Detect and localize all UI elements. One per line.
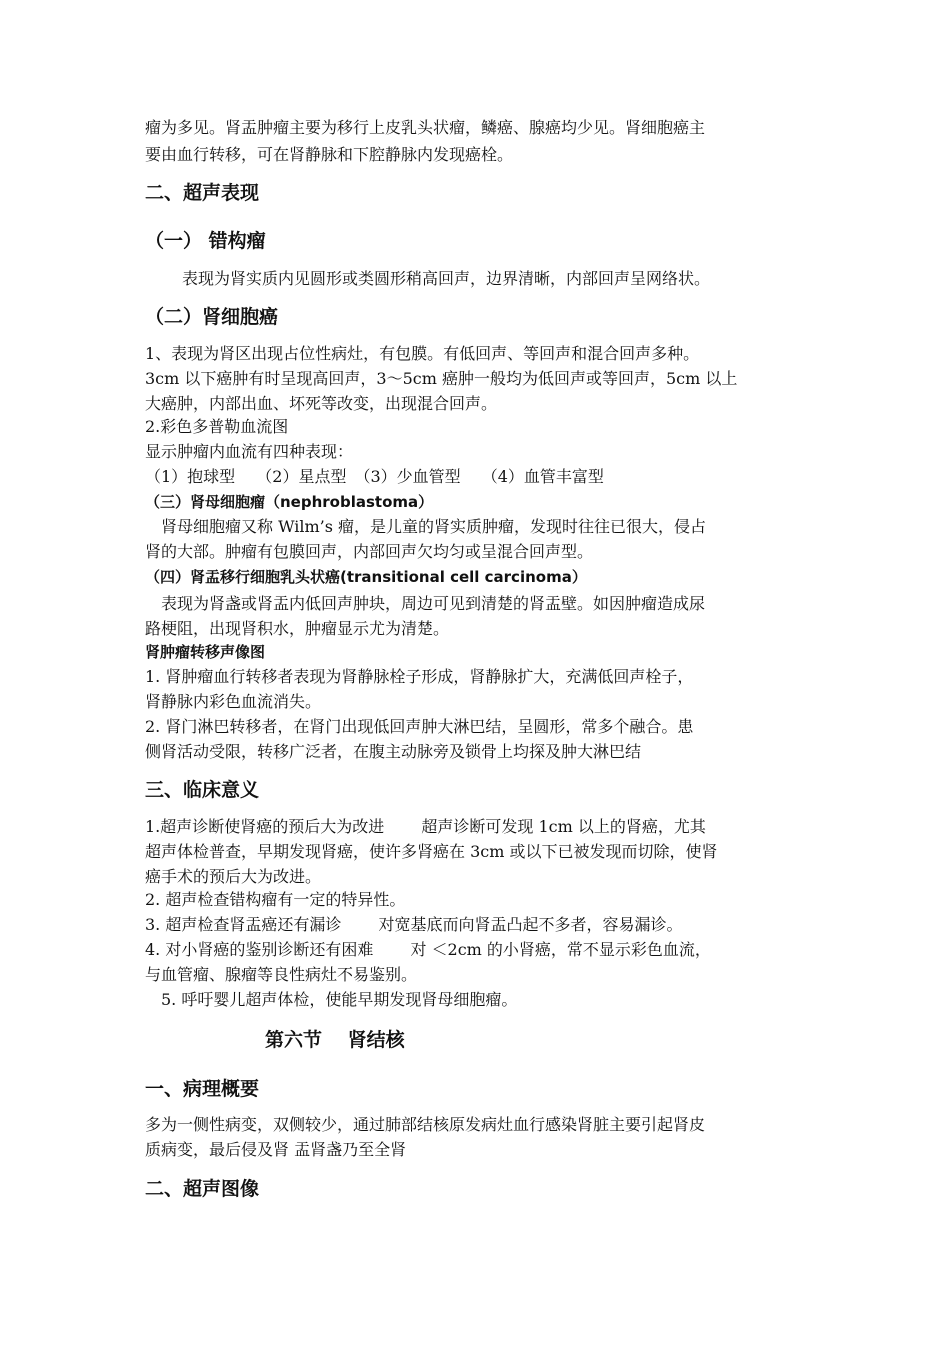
text-line: 显示肿瘤内血流有四种表现： <box>145 442 354 461</box>
subsection-heading: （三）肾母细胞瘤（nephroblastoma） <box>145 493 434 511</box>
text-line: 质病变，最后侵及肾 盂肾盏乃至全肾 <box>145 1140 407 1159</box>
subsection-heading: （二）肾细胞癌 <box>145 306 279 328</box>
text-line: 1、表现为肾区出现占位性病灶，有包膜。有低回声、等回声和混合回声多种。 <box>145 344 700 363</box>
chapter-section-title: 第六节 肾结核 <box>265 1029 405 1051</box>
text-line: 与血管瘤、腺瘤等良性病灶不易鉴别。 <box>145 965 418 984</box>
text-line: 表现为肾盏或肾盂内低回声肿块，周边可见到清楚的肾盂壁。如因肿瘤造成尿 <box>145 594 706 613</box>
section-heading: 一、病理概要 <box>145 1078 260 1100</box>
text-line: 1. 肾肿瘤血行转移者表现为肾静脉栓子形成，肾静脉扩大，充满低回声栓子， <box>145 667 694 686</box>
subsection-heading: （一） 错构瘤 <box>145 230 266 252</box>
text-line: 3. 超声检查肾盂癌还有漏诊 对宽基底而向肾盂凸起不多者，容易漏诊。 <box>145 915 683 934</box>
text-line: 5. 呼吁婴儿超声体检，使能早期发现肾母细胞瘤。 <box>145 990 518 1009</box>
text-line: 4. 对小肾癌的鉴别诊断还有困难 对 ＜2cm 的小肾癌，常不显示彩色血流， <box>145 940 711 959</box>
text-line: 癌手术的预后大为改进。 <box>145 867 322 886</box>
text-line: 肾的大部。肿瘤有包膜回声，内部回声欠均匀或呈混合回声型。 <box>145 542 594 561</box>
section-heading: 二、超声图像 <box>145 1178 260 1200</box>
text-line: 超声体检普查，早期发现肾癌，使许多肾癌在 3cm 或以下已被发现而切除，使肾 <box>145 842 718 861</box>
text-line: 3cm 以下癌肿有时呈现高回声，3～5cm 癌肿一般均为低回声或等回声，5cm 以上 <box>145 369 738 388</box>
section-heading: 三、临床意义 <box>145 779 260 801</box>
text-line: 2. 肾门淋巴转移者，在肾门出现低回声肿大淋巴结，呈圆形，常多个融合。患 <box>145 717 694 736</box>
text-line: 肾静脉内彩色血流消失。 <box>145 692 322 711</box>
text-line: 肾母细胞瘤又称 Wilm’s 瘤，是儿童的肾实质肿瘤，发现时往往已很大，侵占 <box>145 517 707 536</box>
text-line: 侧肾活动受限，转移广泛者，在腹主动脉旁及锁骨上均探及肿大淋巴结 <box>145 742 642 761</box>
text-line: 瘤为多见。肾盂肿瘤主要为移行上皮乳头状瘤，鳞癌、腺癌均少见。肾细胞癌主 <box>145 118 706 137</box>
text-line: 多为一侧性病变，双侧较少，通过肺部结核原发病灶血行感染肾脏主要引起肾皮 <box>145 1115 706 1134</box>
text-line: 路梗阻，出现肾积水，肿瘤显示尤为清楚。 <box>145 619 450 638</box>
text-line: 1.超声诊断使肾癌的预后大为改进 超声诊断可发现 1cm 以上的肾癌，尤其 <box>145 817 706 836</box>
subsection-heading: 肾肿瘤转移声像图 <box>145 643 266 661</box>
text-line: 2. 超声检查错构瘤有一定的特异性。 <box>145 890 406 909</box>
text-line: 要由血行转移，可在肾静脉和下腔静脉内发现癌栓。 <box>145 145 514 164</box>
text-line: 表现为肾实质内见圆形或类圆形稍高回声，边界清晰，内部回声呈网络状。 <box>182 269 711 288</box>
text-line: （1）抱球型 （2）星点型 （3）少血管型 （4）血管丰富型 <box>145 467 604 486</box>
section-heading: 二、超声表现 <box>145 182 260 204</box>
text-line: 大癌肿，内部出血、坏死等改变，出现混合回声。 <box>145 394 498 413</box>
text-line: 2.彩色多普勒血流图 <box>145 417 289 436</box>
subsection-heading: （四）肾盂移行细胞乳头状癌(transitional cell carcinoma） <box>145 568 587 586</box>
